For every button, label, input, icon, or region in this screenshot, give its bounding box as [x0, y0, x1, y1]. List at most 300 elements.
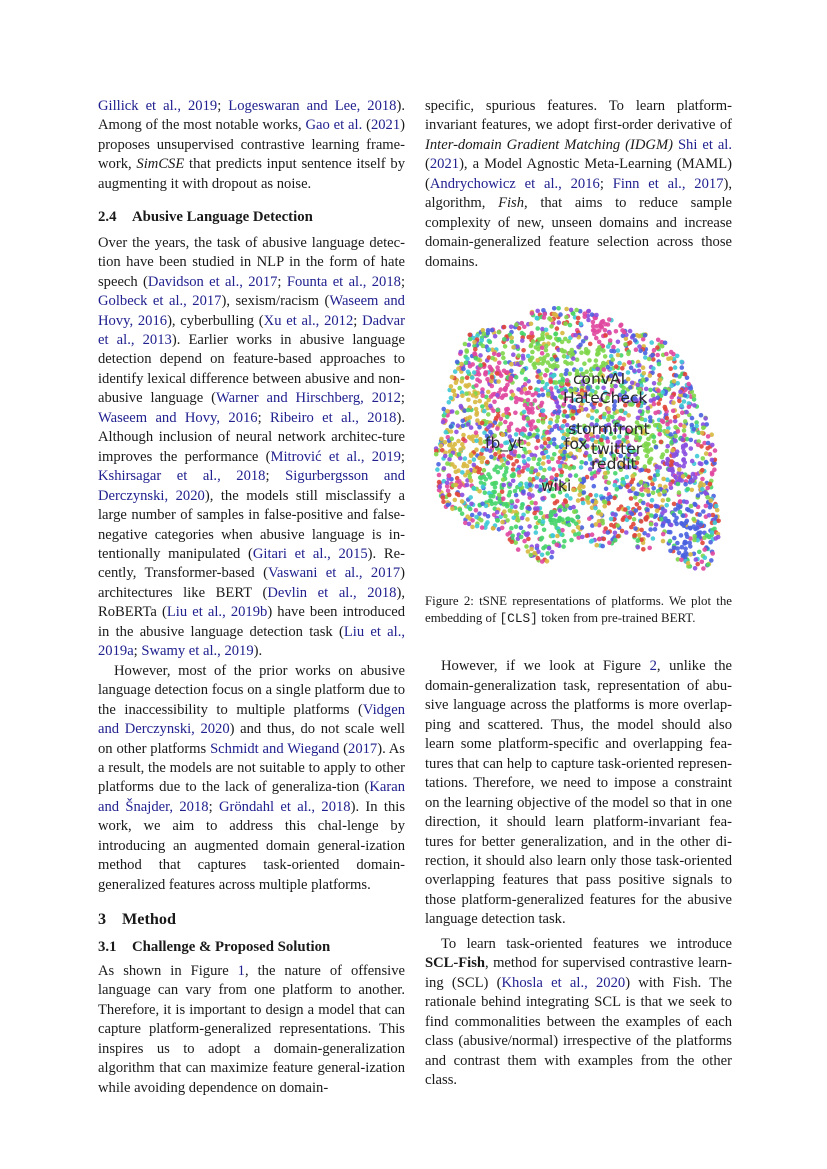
citation-link[interactable]: Finn et al., 2017 — [612, 175, 724, 192]
data-point — [477, 425, 482, 430]
data-point — [592, 484, 597, 489]
citation-link[interactable]: Kshirsagar et al., 2018 — [98, 468, 266, 485]
data-point — [703, 416, 708, 421]
data-point — [544, 344, 549, 349]
data-point — [552, 306, 557, 311]
data-point — [690, 459, 695, 464]
data-point — [509, 376, 514, 381]
data-point — [480, 394, 485, 399]
data-point — [477, 489, 482, 494]
data-point — [546, 455, 551, 460]
citation-link[interactable]: Swamy et al., 2019 — [141, 643, 254, 660]
citation-link[interactable]: 2021 — [370, 117, 401, 134]
data-point — [509, 422, 514, 427]
data-point — [567, 523, 572, 528]
data-point — [537, 457, 542, 462]
data-point — [526, 398, 531, 403]
data-point — [568, 496, 573, 501]
data-point — [710, 458, 715, 463]
data-point — [555, 400, 560, 405]
data-point — [653, 423, 658, 428]
data-point — [661, 539, 666, 544]
citation-link[interactable]: Logeswaran and Lee, 2018 — [228, 98, 397, 114]
data-point — [535, 316, 540, 321]
citation-link[interactable]: Gao et al. — [305, 117, 363, 134]
data-point — [636, 538, 641, 543]
data-point — [637, 334, 642, 339]
data-point — [535, 544, 540, 549]
data-point — [564, 500, 569, 505]
data-point — [572, 510, 577, 515]
data-point — [464, 391, 469, 396]
data-point — [523, 403, 528, 408]
data-point — [651, 536, 656, 541]
data-point — [649, 513, 654, 518]
data-point — [504, 393, 509, 398]
emphasis-text: Fish — [498, 195, 525, 212]
data-point — [588, 342, 593, 347]
data-point — [699, 413, 704, 418]
data-point — [477, 399, 482, 404]
data-point — [472, 370, 477, 375]
data-point — [594, 336, 599, 341]
paragraph-scl-fish: To learn task-oriented features we introduce SCL-Fish, method for supervised contrastive learn-ing (SCL) (Khosla et al., 2020) with Fish. The rationale behind integrating SCL is that we seek to find commonalities between the examples of each class (abusive/normal) irrespective of the platforms and contrast them with examples from the other class. — [425, 935, 732, 1088]
data-point — [548, 421, 553, 426]
section-heading-2-4 — [98, 208, 405, 227]
data-point — [499, 458, 504, 463]
data-point — [681, 458, 686, 463]
section-heading-3 — [98, 910, 405, 929]
citation-link[interactable]: Liu et al., 2019b — [166, 604, 268, 621]
data-point — [597, 537, 602, 542]
data-point — [554, 380, 559, 385]
data-point — [503, 514, 508, 519]
data-point — [501, 483, 506, 488]
data-point — [674, 373, 679, 378]
data-point — [594, 313, 599, 318]
data-point — [460, 394, 465, 399]
citation-link[interactable]: Waseem and Hovy, 2016 — [98, 409, 258, 426]
data-point — [641, 365, 646, 370]
data-point — [534, 525, 539, 530]
data-point — [479, 518, 484, 523]
data-point — [467, 522, 472, 527]
data-point — [671, 400, 676, 405]
data-point — [500, 395, 505, 400]
data-point — [665, 519, 670, 524]
data-point — [573, 532, 578, 537]
data-point — [469, 436, 474, 441]
data-point — [649, 504, 654, 509]
data-point — [517, 454, 522, 459]
data-point — [648, 476, 653, 481]
data-point — [689, 446, 694, 451]
data-point — [651, 366, 656, 371]
data-point — [652, 402, 657, 407]
data-point — [700, 560, 705, 565]
data-point — [688, 552, 693, 557]
data-point — [646, 533, 651, 538]
citation-link[interactable]: Karan and Šnajder, 2018 — [98, 779, 405, 815]
emphasis-text: SimCSE — [136, 156, 185, 173]
data-point — [679, 533, 684, 538]
data-point — [472, 463, 477, 468]
data-point — [706, 434, 711, 439]
data-point — [654, 522, 659, 527]
data-point — [495, 510, 500, 515]
data-point — [660, 418, 665, 423]
data-point — [670, 467, 675, 472]
data-point — [511, 479, 516, 484]
data-point — [653, 411, 658, 416]
data-point — [562, 508, 567, 513]
data-point — [570, 518, 575, 523]
data-point — [488, 494, 493, 499]
data-point — [569, 361, 574, 366]
data-point — [625, 475, 630, 480]
data-point — [552, 437, 557, 442]
data-point — [516, 387, 521, 392]
data-point — [458, 507, 463, 512]
data-point — [486, 331, 491, 336]
data-point — [556, 306, 561, 311]
citation-link[interactable]: Ribeiro et al., 2018 — [270, 409, 397, 426]
data-point — [596, 351, 601, 356]
citation-link[interactable]: Golbeck et al., 2017 — [98, 293, 222, 310]
data-point — [584, 461, 589, 466]
data-point — [534, 516, 539, 521]
data-point — [522, 459, 527, 464]
data-point — [528, 482, 533, 487]
data-point — [551, 467, 556, 472]
data-point — [441, 420, 446, 425]
data-point — [638, 409, 643, 414]
data-point — [460, 419, 465, 424]
data-point — [656, 338, 661, 343]
data-point — [673, 415, 678, 420]
data-point — [626, 377, 631, 382]
citation-link[interactable]: 1 — [237, 963, 245, 980]
citation-link[interactable]: Gitari et al., 2015 — [252, 545, 368, 562]
data-point — [552, 510, 557, 515]
data-point — [478, 363, 483, 368]
citation-link[interactable]: Liu et al., 2019a — [98, 623, 405, 660]
data-point — [699, 481, 704, 486]
data-point — [648, 388, 653, 393]
data-point — [542, 528, 547, 533]
data-point — [658, 378, 663, 383]
data-point — [495, 393, 500, 398]
citation-link[interactable]: 2021 — [429, 156, 460, 173]
data-point — [671, 409, 676, 414]
citation-link[interactable]: Gillick et al., 2019 — [98, 98, 218, 114]
data-point — [558, 312, 563, 317]
intro-paragraph: Gillick et al., 2019; Logeswaran and Lee, 2018). Among of the most notable works, Gao et al. (2021) proposes unsupervised contrastive learning frame-work, SimCSE that predicts input sentence itself by augmenting it with dropout as noise. — [98, 98, 405, 192]
data-point — [561, 544, 566, 549]
citation-link[interactable]: Warner and Hirschberg, 2012 — [216, 390, 401, 407]
data-point — [539, 511, 544, 516]
data-point — [514, 322, 519, 327]
emphasis-text: Inter-domain Gradient Matching (IDGM) — [425, 136, 673, 153]
data-point — [676, 482, 681, 487]
data-point — [607, 331, 612, 336]
data-point — [496, 353, 501, 358]
data-point — [627, 360, 632, 365]
data-point — [547, 546, 552, 551]
data-point — [491, 409, 496, 414]
citation-link[interactable]: Andrychowicz et al., 2016 — [429, 175, 600, 192]
left-column — [98, 97, 405, 1098]
data-point — [438, 485, 443, 490]
paragraph-figure-discussion: However, if we look at Figure 2, unlike the domain-generalization task, representation of abu-sive language across the platforms is more overlap-ping and scattered. Thus, the model should also learn some platform-specific and overlapping fea-tures that can help to capture task-oriented represen-tations. Therefore, we need to impose a constraint on the learning objective of the model so that in one direction, it should learn platform-invariant fea-tures for better generalization, and in the other di-rection, it should also learn only those task-oriented overlapping features that pass positive signals to those platform-generalized features for the abusive language detection task. — [425, 658, 732, 928]
data-point — [516, 518, 521, 523]
data-point — [701, 426, 706, 431]
data-point — [436, 462, 441, 467]
data-point — [633, 526, 638, 531]
data-point — [655, 469, 660, 474]
data-point — [713, 520, 718, 525]
data-point — [464, 348, 469, 353]
citation-link[interactable]: Vaswani et al., 2017 — [267, 565, 401, 582]
data-point — [486, 412, 491, 417]
data-point — [700, 487, 705, 492]
data-point — [513, 489, 518, 494]
citation-link[interactable]: Founta et al., 2018 — [286, 273, 401, 290]
data-point — [649, 340, 654, 345]
data-point — [540, 559, 545, 564]
data-point — [543, 441, 548, 446]
data-point — [709, 498, 714, 503]
data-point — [529, 453, 534, 458]
data-point — [579, 460, 584, 465]
data-point — [665, 449, 670, 454]
data-point — [445, 461, 450, 466]
data-point — [594, 493, 599, 498]
data-point — [676, 506, 681, 511]
data-point — [669, 523, 674, 528]
data-point — [684, 410, 689, 415]
data-point — [472, 486, 477, 491]
data-point — [661, 498, 666, 503]
data-point — [626, 413, 631, 418]
data-point — [562, 419, 567, 424]
data-point — [579, 350, 584, 355]
data-point — [533, 501, 538, 506]
data-point — [460, 493, 465, 498]
data-point — [628, 340, 633, 345]
data-point — [686, 382, 691, 387]
citation-link[interactable]: Devlin et al., 2018 — [267, 584, 397, 601]
data-point — [536, 472, 541, 477]
data-point — [444, 430, 449, 435]
data-point — [706, 563, 711, 568]
data-point — [490, 328, 495, 333]
data-point — [690, 488, 695, 493]
data-point — [663, 407, 668, 412]
section-title: Challenge & Proposed Solution — [132, 938, 331, 955]
data-point — [562, 539, 567, 544]
data-point — [468, 337, 473, 342]
data-point — [641, 547, 646, 552]
data-point — [509, 336, 514, 341]
data-point — [434, 452, 439, 457]
citation-link[interactable]: 2017 — [348, 740, 378, 757]
data-point — [505, 383, 510, 388]
citation-link[interactable]: Vidgen and Derczynski, 2020 — [98, 701, 405, 738]
data-point — [632, 369, 637, 374]
citation-link[interactable]: Sigurbergsson and Derczynski, 2020 — [98, 468, 405, 504]
data-point — [665, 429, 670, 434]
citation-link[interactable]: Davidson et al., 2017 — [147, 273, 278, 290]
data-point — [470, 375, 475, 380]
data-point — [630, 474, 635, 479]
data-point — [516, 353, 521, 358]
data-point — [681, 474, 686, 479]
data-point — [449, 384, 454, 389]
citation-link[interactable]: 2 — [649, 658, 657, 675]
data-point — [687, 405, 692, 410]
data-point — [527, 524, 532, 529]
data-point — [622, 330, 627, 335]
data-point — [557, 529, 562, 534]
data-point — [705, 495, 710, 500]
data-point — [708, 482, 713, 487]
data-point — [562, 354, 567, 359]
data-point — [513, 411, 518, 416]
data-point — [507, 493, 512, 498]
data-point — [475, 410, 480, 415]
data-point — [527, 506, 532, 511]
data-point — [571, 311, 576, 316]
data-point — [649, 522, 654, 527]
data-point — [528, 386, 533, 391]
platform-label-fox: fox — [564, 435, 588, 454]
data-point — [459, 362, 464, 367]
data-point — [540, 361, 545, 366]
data-point — [513, 504, 518, 509]
data-point — [450, 436, 455, 441]
data-point — [679, 558, 684, 563]
data-point — [693, 502, 698, 507]
data-point — [505, 415, 510, 420]
citation-link[interactable]: Mitrović et al., 2019 — [270, 448, 401, 465]
data-point — [511, 352, 516, 357]
data-point — [563, 321, 568, 326]
data-point — [654, 504, 659, 509]
data-point — [534, 446, 539, 451]
data-point — [541, 420, 546, 425]
data-point — [689, 504, 694, 509]
data-point — [670, 395, 675, 400]
data-point — [587, 516, 592, 521]
data-point — [445, 481, 450, 486]
data-point — [585, 533, 590, 538]
data-point — [472, 469, 477, 474]
data-point — [662, 489, 667, 494]
data-point — [501, 496, 506, 501]
data-point — [670, 448, 675, 453]
data-point — [664, 352, 669, 357]
data-point — [481, 484, 486, 489]
data-point — [692, 403, 697, 408]
data-point — [707, 513, 712, 518]
data-point — [502, 369, 507, 374]
citation-link[interactable]: Gröndahl et al., 2018 — [218, 798, 351, 815]
data-point — [469, 502, 474, 507]
data-point — [447, 474, 452, 479]
data-point — [445, 409, 450, 414]
data-point — [701, 509, 706, 514]
data-point — [552, 452, 557, 457]
data-point — [473, 356, 478, 361]
citation-link[interactable]: Dadvar et al., 2013 — [98, 312, 406, 348]
data-point — [695, 562, 700, 567]
data-point — [456, 439, 461, 444]
data-point — [685, 519, 690, 524]
data-point — [669, 356, 674, 361]
data-point — [529, 402, 534, 407]
data-point — [551, 365, 556, 370]
data-point — [565, 414, 570, 419]
data-point — [478, 456, 483, 461]
data-point — [665, 444, 670, 449]
data-point — [620, 529, 625, 534]
data-point — [603, 322, 608, 327]
data-point — [481, 344, 486, 349]
data-point — [553, 396, 558, 401]
data-point — [450, 462, 455, 467]
data-point — [577, 409, 582, 414]
data-point — [521, 356, 526, 361]
data-point — [511, 472, 516, 477]
data-point — [446, 489, 451, 494]
data-point — [450, 375, 455, 380]
data-point — [677, 399, 682, 404]
data-point — [542, 468, 547, 473]
data-point — [673, 425, 678, 430]
data-point — [465, 514, 470, 519]
data-point — [515, 459, 520, 464]
data-point — [492, 490, 497, 495]
data-point — [519, 526, 524, 531]
data-point — [460, 470, 465, 475]
data-point — [678, 390, 683, 395]
data-point — [689, 386, 694, 391]
data-point — [488, 340, 493, 345]
data-point — [509, 325, 514, 330]
citation-link[interactable]: Khosla et al., 2020 — [501, 974, 626, 991]
data-point — [453, 498, 458, 503]
data-point — [609, 517, 614, 522]
data-point — [571, 505, 576, 510]
data-point — [441, 495, 446, 500]
citation-link[interactable]: Shi et al. — [677, 136, 732, 153]
citation-link[interactable]: Schmidt and Wiegand — [210, 740, 340, 757]
data-point — [519, 535, 524, 540]
data-point — [475, 377, 480, 382]
data-point — [564, 307, 569, 312]
data-point — [475, 418, 480, 423]
data-point — [497, 330, 502, 335]
data-point — [467, 343, 472, 348]
data-point — [510, 540, 515, 545]
data-point — [533, 398, 538, 403]
data-point — [537, 369, 542, 374]
data-point — [609, 362, 614, 367]
citation-link[interactable]: Waseem and Hovy, 2016 — [98, 293, 405, 329]
citation-link[interactable]: Xu et al., 2012 — [263, 312, 354, 329]
data-point — [574, 473, 579, 478]
